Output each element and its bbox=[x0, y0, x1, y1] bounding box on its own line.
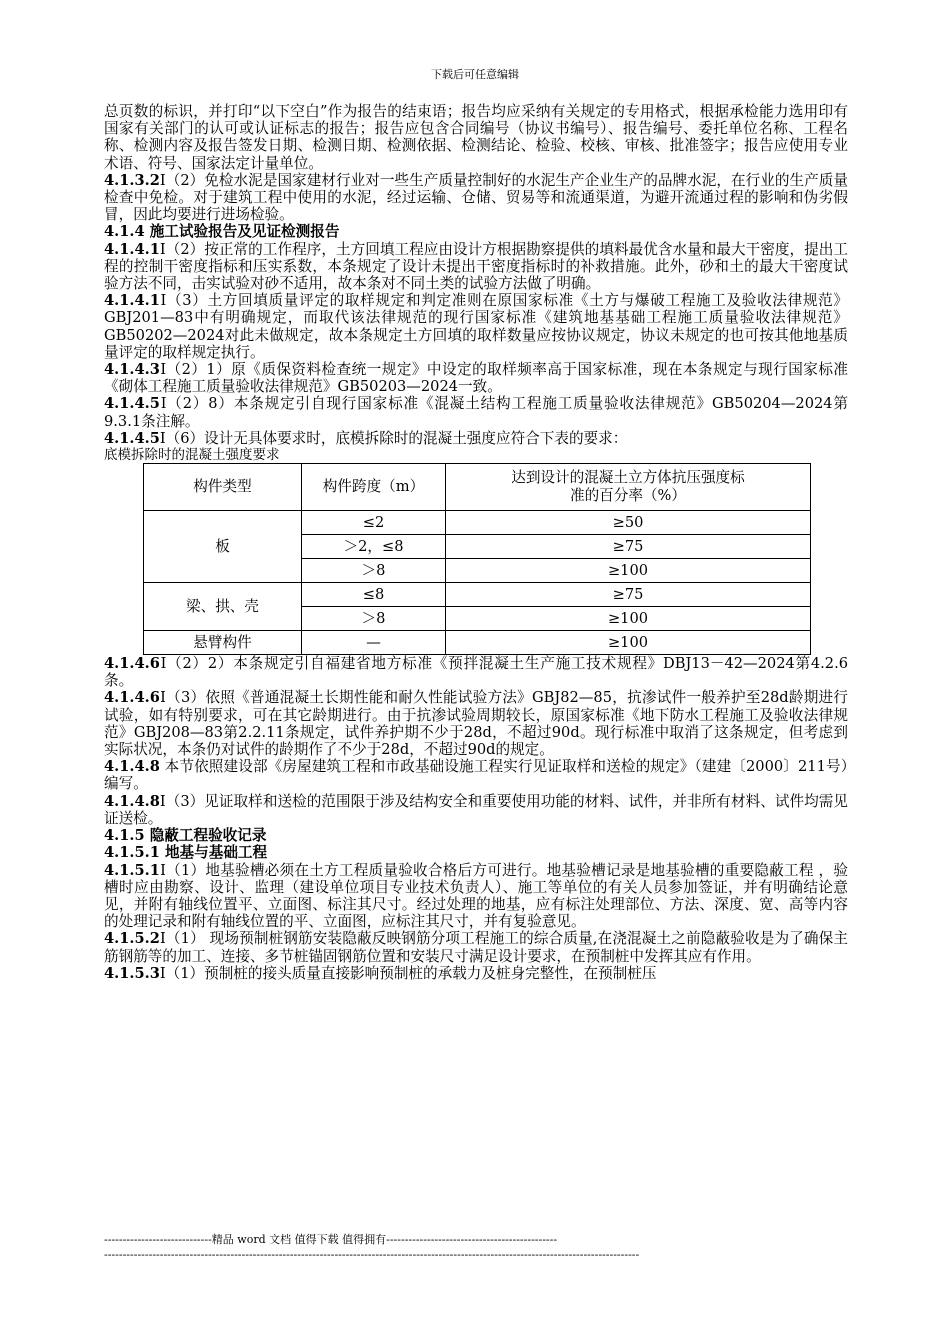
table-cell-span: ＞2，≤8 bbox=[302, 535, 446, 559]
clause-number: 4.1.5.2 bbox=[104, 930, 160, 948]
table-cell-span: ＞8 bbox=[302, 607, 446, 631]
paragraph: 4.1.4.5Ⅰ（6）设计无具体要求时，底模拆除时的混凝土强度应符合下表的要求： bbox=[104, 429, 628, 447]
paragraph: 4.1.3.2Ⅰ（2）免检水泥是国家建材行业对一些生产质量控制好的水泥生产企业生产的品牌水泥，在行业的生产质量检查中免检。对于建筑工程中使用的水泥，经过运输、仓储、贸易等和流通渠道，为避开流通过程的影响和伪劣假冒，因此均要进行进场检验。 bbox=[104, 171, 848, 224]
table-cell-type: 板 bbox=[144, 511, 302, 583]
clause-number: 4.1.4.1 bbox=[104, 240, 160, 258]
table-cell-span: ＞8 bbox=[302, 559, 446, 583]
table-header-cell: 构件类型 bbox=[144, 464, 302, 511]
table-cell-percent: ≥100 bbox=[446, 607, 811, 631]
section-heading: 4.1.4 施工试验报告及见证检测报告 bbox=[104, 223, 340, 241]
clause-number: 4.1.4.8 bbox=[104, 792, 160, 810]
table-row bbox=[144, 511, 811, 535]
document-body bbox=[104, 103, 848, 982]
table-cell-percent: ≥100 bbox=[446, 559, 811, 583]
footer-divider: ------------------------------------------------------------------------------------------------------------------------------------------------ bbox=[104, 1248, 640, 1261]
table-cell-percent: ≥50 bbox=[446, 511, 811, 535]
table-cell-span: ≤8 bbox=[302, 583, 446, 607]
page-header-note: 下载后可任意编辑 bbox=[431, 68, 519, 81]
paragraph: 4.1.4.8 本节依照建设部《房屋建筑工程和市政基础设施工程实行见证取样和送检的规定》（建建〔2000〕211号）编写。 bbox=[104, 758, 848, 793]
section-heading: 4.1.5 隐蔽工程验收记录 bbox=[104, 827, 267, 845]
paragraph: 4.1.4.6Ⅰ（2）2）本条规定引自福建省地方标准《预拌混凝土生产施工技术规程》DBJ13－42—2024第4.2.6条。 bbox=[104, 655, 848, 690]
clause-number: 4.1.5.3 bbox=[104, 964, 160, 982]
paragraph: 4.1.5.3Ⅰ（1）预制桩的接头质量直接影响预制桩的承载力及桩身完整性，在预制桩压 bbox=[104, 964, 657, 982]
table-cell-type: 梁、拱、壳 bbox=[144, 583, 302, 631]
table-cell-percent: ≥100 bbox=[446, 631, 811, 655]
table-header-cell: 构件跨度（m） bbox=[302, 464, 446, 511]
paragraph: 4.1.4.8Ⅰ（3）见证取样和送检的范围限于涉及结构安全和重要使用功能的材料、试件，并非所有材料、试件均需见证送检。 bbox=[104, 792, 848, 827]
paragraph: 4.1.4.1Ⅰ（3）土方回填质量评定的取样规定和判定准则在原国家标准《土方与爆破工程施工及验收法律规范》GBJ201—83中有明确规定，而取代该法律规范的现行国家标准《建筑地基基础工程施工质量验收法律规范》GB50202—2024对此未做规定，故本条规定土方回填的取样数量应按协议规定，协议未规定的也可按其他地基质量评定的取样规定执行。 bbox=[104, 292, 848, 361]
clause-number: 4.1.3.2 bbox=[104, 171, 160, 189]
clause-number: 4.1.4.1 bbox=[104, 292, 160, 310]
clause-number: 4.1.4.5 bbox=[104, 395, 160, 413]
table-row bbox=[144, 631, 811, 655]
table-cell-span: — bbox=[302, 631, 446, 655]
paragraph: 4.1.4.6Ⅰ（3）依照《普通混凝土长期性能和耐久性能试验方法》GBJ82—85，抗渗试件一般养护至28d龄期进行试验，如有特别要求，可在其它龄期进行。由于抗渗试验周期较长，原国家标准《地下防水工程施工及验收法律规范》GBJ208—83第2.2.11条规定，试件养护期不少于28d，不超过90d。现行标准中取消了这条规定，但考虑到实际状况，本条仍对试件的龄期作了不少于28d，不超过90d的规定。 bbox=[104, 689, 848, 759]
table-cell-percent: ≥75 bbox=[446, 583, 811, 607]
table-cell-percent: ≥75 bbox=[446, 535, 811, 559]
table-row bbox=[144, 583, 811, 607]
paragraph: 4.1.5.2Ⅰ（1） 现场预制桩钢筋安装隐蔽反映钢筋分项工程施工的综合质量,在浇混凝土之前隐蔽验收是为了确保主筋钢筋等的加工、连接、多节桩锚固钢筋位置和安装尺寸满足设计要求，在预制桩中发挥其应有作用。 bbox=[104, 930, 848, 965]
table-header-cell: 达到设计的混凝土立方体抗压强度标准的百分率（%） bbox=[446, 464, 811, 511]
paragraph: 4.1.5.1Ⅰ（1）地基验槽必须在土方工程质量验收合格后方可进行。地基验槽记录是地基验槽的重要隐蔽工程 ，验槽时应由勘察、设计、监理（建设单位项目专业技术负责人）、施工等单位的有关人员参加签证，并有明确结论意见，并附有轴线位置平、立面图、标注其尺寸。经过处理的地基，应有标注处理部位、方法、深度、宽、高等内容的处理记录和附有轴线位置的平、立面图，应标注其尺寸，并有复验意见。 bbox=[104, 861, 848, 931]
clause-number: 4.1.4.5 bbox=[104, 429, 160, 447]
clause-number: 4.1.4.6 bbox=[104, 655, 160, 673]
table-caption: 底模拆除时的混凝土强度要求 bbox=[104, 447, 280, 464]
clause-number: 4.1.5.1 bbox=[104, 861, 160, 879]
clause-number: 4.1.4.3 bbox=[104, 361, 160, 379]
clause-number: 4.1.4.8 bbox=[104, 758, 160, 776]
table-header-row bbox=[144, 464, 811, 511]
table-cell-span: ≤2 bbox=[302, 511, 446, 535]
paragraph: 4.1.4.1Ⅰ（2）按正常的工作程序，土方回填工程应由设计方根据勘察提供的填料最优含水量和最大干密度，提出工程的控制干密度指标和压实系数，本条规定了设计未提出干密度指标时的补救措施。此外，砂和土的最大干密度试验方法不同，击实试验对砂不适用，故本条对不同土类的试验方法做了明确。 bbox=[104, 240, 848, 293]
paragraph: 总页数的标识，并打印“以下空白”作为报告的结束语；报告均应采纳有关规定的专用格式，根据承检能力选用印有国家有关部门的认可或认证标志的报告；报告应包含合同编号（协议书编号）、报告编号、委托单位名称、工程名称、检测内容及报告签发日期、检测日期、检测依据、检测结论、检验、校核、审核、批准签字；报告应使用专业术语、符号、国家法定计量单位。 bbox=[104, 103, 848, 172]
clause-number: 4.1.4.6 bbox=[104, 689, 160, 707]
paragraph: 4.1.4.5Ⅰ（2）8）本条规定引自现行国家标准《混凝土结构工程施工质量验收法律规范》GB50204—2024第9.3.1条注解。 bbox=[104, 395, 848, 430]
table-cell-type: 悬臂构件 bbox=[144, 631, 302, 655]
footer-banner: -----------------------------精品 word 文档 值得下载 值得拥有---------------------------------------------- bbox=[104, 1233, 558, 1246]
paragraph: 4.1.4.3Ⅰ（2）1）原《质保资料检查统一规定》中设定的取样频率高于国家标准，现在本条规定与现行国家标准《砌体工程施工质量验收法律规范》GB50203—2024一致。 bbox=[104, 361, 848, 396]
concrete-strength-table bbox=[143, 463, 811, 655]
subsection-heading: 4.1.5.1 地基与基础工程 bbox=[104, 844, 268, 862]
